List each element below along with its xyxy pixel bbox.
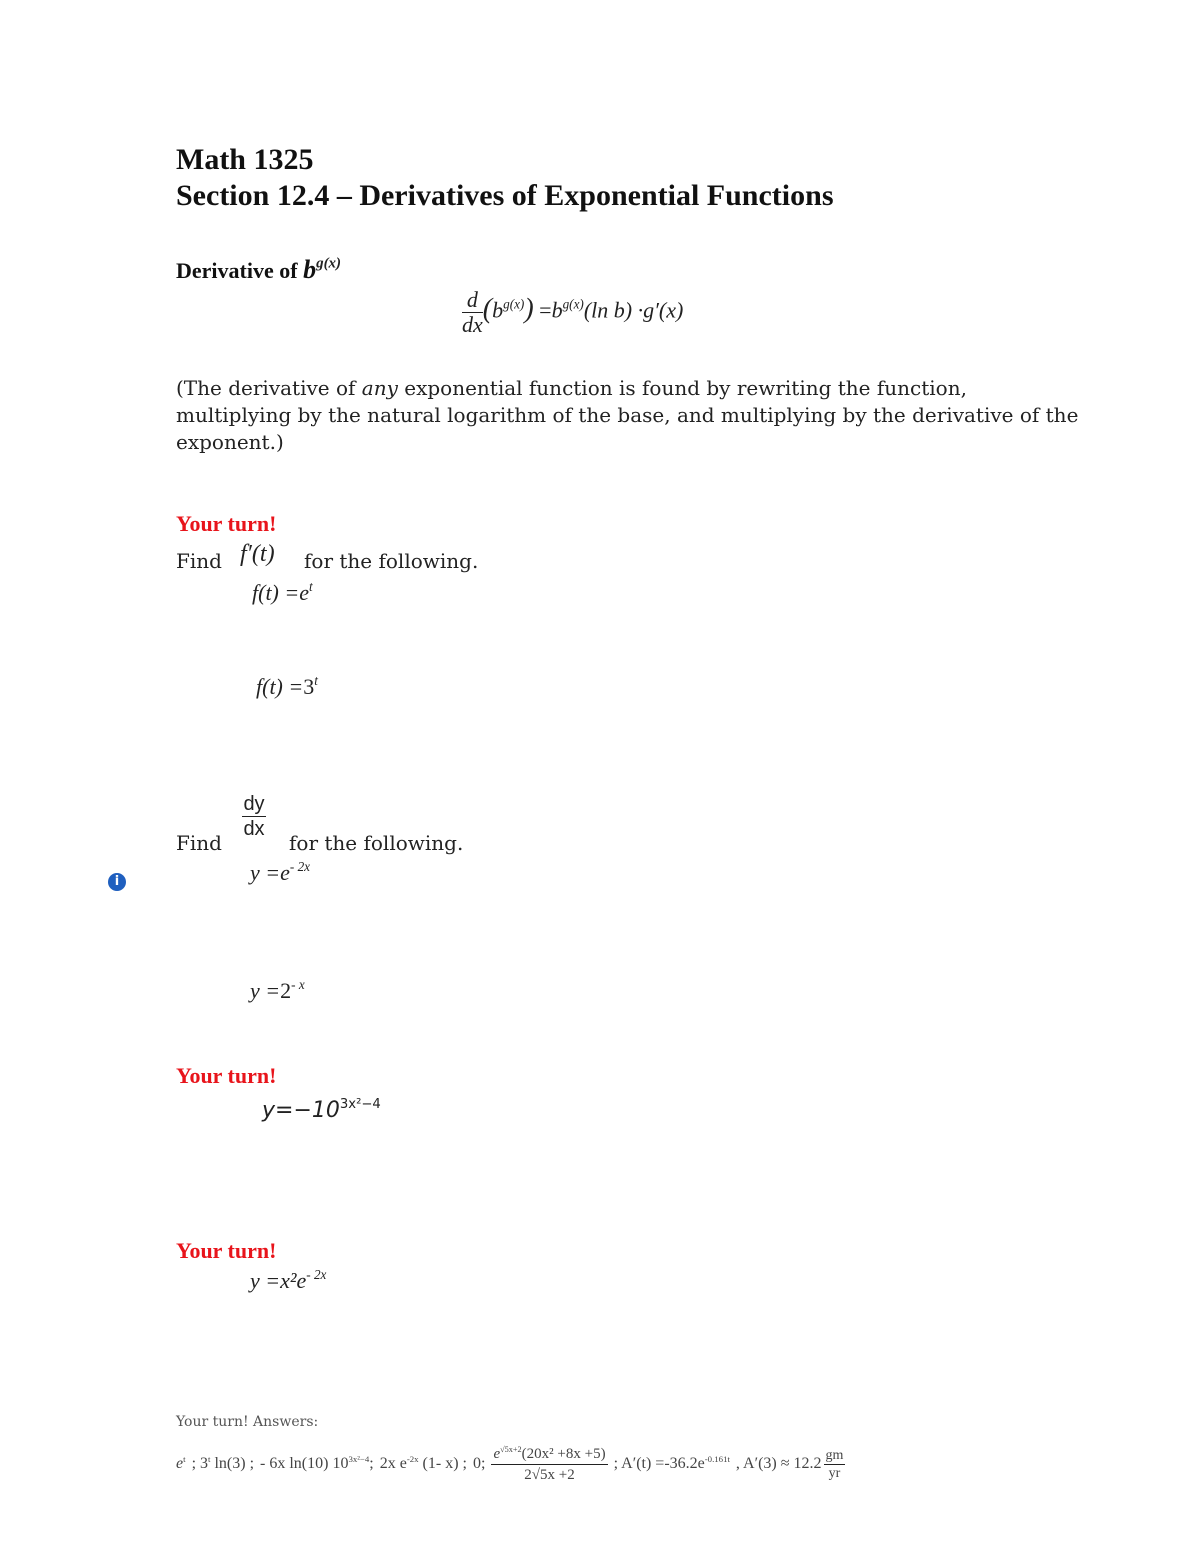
turn2-p1-lhs: y =: [250, 860, 281, 885]
turn4-lhs: y =x²e: [250, 1268, 307, 1293]
formula-equals: =: [539, 297, 552, 323]
turn2-derivative-fraction: [242, 792, 266, 841]
turn3-exp: 3x²−4: [339, 1096, 381, 1112]
your-turn-label-2: Your turn!: [176, 1063, 277, 1088]
turn1-p1-lhs: f(t) =: [252, 580, 300, 605]
answers-title: Your turn! Answers:: [176, 1414, 319, 1430]
turn2-suffix: for the following.: [289, 831, 464, 855]
answers-line: [176, 1444, 845, 1484]
turn2-p2-base: 2: [280, 978, 292, 1003]
turn1-p2-lhs: f(t) =: [256, 674, 304, 699]
rule-heading-exp: g(x): [316, 255, 342, 272]
explanation-line-1: [176, 375, 967, 402]
explanation-emphasis: any: [361, 376, 398, 400]
turn1-suffix: for the following.: [304, 549, 479, 573]
answer-6: ; $A'(t) =-36.2e^{-0.161t}$: [613, 1453, 730, 1472]
turn1-p2-exp: t: [314, 672, 318, 688]
formula-rhs-exp: g(x): [562, 296, 584, 312]
rule-heading-text: Derivative of: [176, 258, 298, 283]
your-turn-label-1: Your turn!: [176, 511, 277, 536]
turn2-problem-2: [250, 978, 305, 1004]
formula-denominator: dx: [462, 312, 483, 337]
derivative-formula: $\frac{d}{dx}$ $(b^{g(x)}) =b^{g(x)}(\ln$ b) ·g′(x): [462, 287, 684, 337]
answer-5: 0;: [472, 1455, 486, 1472]
turn2-problem-1: [250, 860, 310, 886]
explanation-text: (The derivative of: [176, 376, 362, 400]
turn1-target: f′(t): [240, 541, 275, 567]
formula-lhs-base: b: [492, 297, 504, 323]
course-title: Math 1325: [176, 143, 314, 176]
turn2-p1-base: e: [280, 860, 290, 885]
turn3-problem: [262, 1098, 381, 1123]
formula-lhs-exp: g(x): [503, 296, 525, 312]
turn2-numerator: dy: [243, 793, 265, 815]
rule-heading: [176, 255, 341, 285]
rule-heading-base: b: [303, 255, 317, 284]
explanation-text: exponential function is found by rewriting the function,: [397, 376, 967, 400]
answer-fraction-denominator: 2√5x +2: [524, 1466, 575, 1483]
answer-unit-fraction: [824, 1447, 846, 1482]
answer-3: - 6x ln(10) $10^{3x^2-4}$;: [260, 1453, 374, 1472]
turn2-p2-lhs: y =: [250, 978, 281, 1003]
explanation-line-3: exponent.): [176, 430, 284, 454]
answer-4: 2x $e^{-2x}$ (1- x) ;: [379, 1453, 467, 1472]
turn1-problem-1: [252, 580, 313, 606]
answer-unit-numerator: gm: [825, 1447, 844, 1463]
turn1-p2-base: 3: [303, 674, 315, 699]
answer-fraction: [491, 1444, 607, 1485]
formula-numerator: d: [462, 288, 483, 313]
answer-fraction-numerator: $e^{√5x+2}(20x^2 +8x +5)$: [491, 1444, 607, 1465]
turn2-denominator: dx: [243, 818, 265, 840]
turn4-problem: [250, 1268, 326, 1294]
explanation-line-2: multiplying by the natural logarithm of the base, and multiplying by the derivative of the: [176, 403, 1079, 427]
your-turn-label-3: Your turn!: [176, 1238, 277, 1263]
answer-1: $e^t$: [176, 1453, 186, 1472]
turn1-problem-2: [256, 674, 318, 700]
formula-rhs-base: b: [551, 297, 563, 323]
section-title: Section 12.4 – Derivatives of Exponential Functions: [176, 179, 834, 212]
turn1-p1-exp: t: [309, 578, 313, 594]
answer-unit-denominator: yr: [828, 1465, 841, 1481]
answer-2: ; 3$^t$ ln(3) ;: [191, 1453, 255, 1472]
info-icon[interactable]: i: [108, 873, 126, 891]
turn1-find: Find: [176, 549, 222, 573]
formula-fraction: [462, 288, 483, 337]
turn4-exp: - 2x: [306, 1266, 327, 1282]
turn3-lhs: y=−10: [262, 1098, 340, 1123]
turn2-p1-exp: - 2x: [289, 858, 311, 874]
formula-rhs-rest: (ln b) ·g′(x): [583, 297, 684, 323]
turn2-p2-exp: - x: [291, 976, 305, 992]
turn1-p1-base: e: [299, 580, 309, 605]
answer-7: , A′(3) ≈ 12.2: [735, 1455, 822, 1472]
turn2-find: Find: [176, 831, 222, 855]
